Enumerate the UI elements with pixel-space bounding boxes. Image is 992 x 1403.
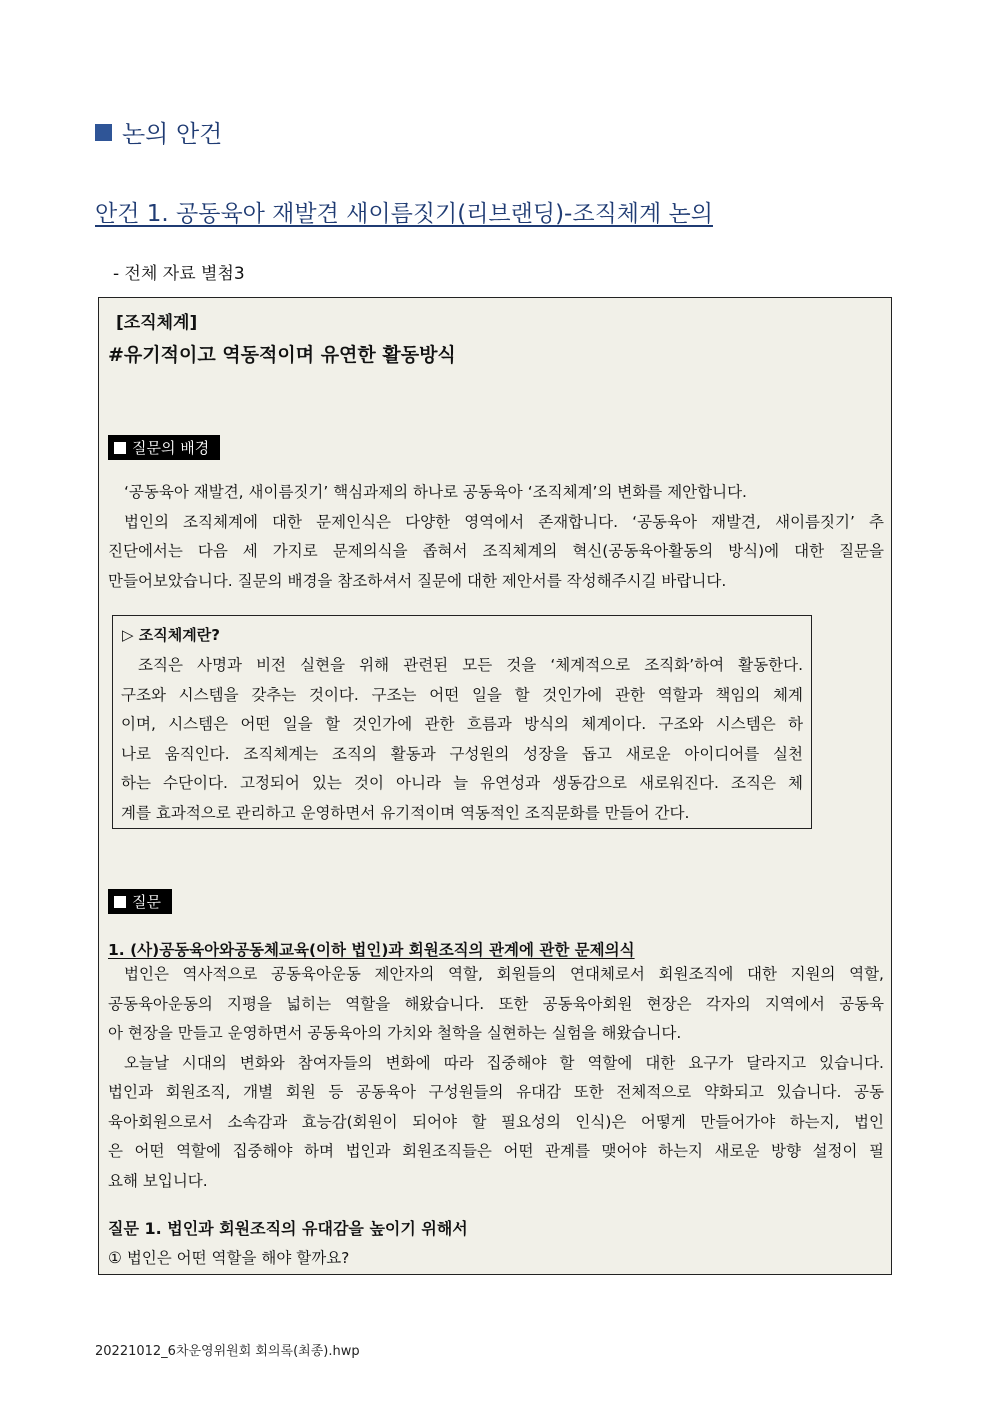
definition-title: ▷ 조직체계란? (122, 626, 220, 644)
square-bullet-icon (95, 124, 112, 141)
section-header-text: 논의 안건 (122, 120, 223, 148)
background-tag (108, 435, 220, 460)
question-1-line: 아 현장을 만들고 운영하면서 공동육아의 가치와 철학을 실현하는 실험을 해왔습니다. (108, 1024, 682, 1042)
box-tagline: #유기적이고 역동적이며 유연한 활동방식 (108, 344, 456, 366)
square-bullet-icon (114, 896, 126, 908)
background-tag-text: 질문의 배경 (132, 439, 210, 457)
file-name-footer: 20221012_6차운영위원회 회의록(최종).hwp (95, 1344, 360, 1359)
question-1-line: 공동육아운동의 지평을 넓히는 역할을 해왔습니다. 또한 공동육아회원 현장은 각자의 지역에서 공동육 (108, 994, 884, 1013)
question-1-subheading: 질문 1. 법인과 회원조직의 유대감을 높이기 위해서 (108, 1219, 468, 1238)
definition-line: 하는 수단이다. 고정되어 있는 것이 아니라 늘 유연성과 생동감으로 새로워진다. 조직은 체 (121, 774, 803, 792)
question-1-line: 육아회원으로서 소속감과 효능감(회원이 되어야 할 필요성의 인식)은 어떻게 만들어가야 하는지, 법인 (108, 1112, 884, 1131)
question-1-line: 요해 보입니다. (108, 1171, 208, 1190)
box-label: [조직체계] (116, 313, 198, 333)
definition-box (112, 615, 812, 829)
background-paragraph (108, 478, 884, 596)
question-1-heading: 1. (사)공동육아와공동체교육(이하 법인)과 회원조직의 관계에 관한 문제의식 (108, 941, 635, 959)
background-line: 만들어보았습니다. 질문의 배경을 참조하셔서 질문에 대한 제안서를 작성해주시길 바랍니다. (108, 571, 727, 590)
background-line: ‘공동육아 재발견, 새이름짓기’ 핵심과제의 하나로 공동육아 ‘조직체계’의 변화를 제안합니다. (124, 483, 747, 501)
question-1-line: 오늘날 시대의 변화와 참여자들의 변화에 따라 집중해야 할 역할에 대한 요구가 달라지고 있습니다. (124, 1053, 884, 1072)
definition-paragraph (121, 651, 803, 828)
question-1-line: 법인은 역사적으로 공동육아운동 제안자의 역할, 회원들의 연대체로서 회원조직에 대한 지원의 역할, (124, 965, 884, 983)
definition-line: 이며, 시스템은 어떤 일을 할 것인가에 관한 흐름과 방식의 체계이다. 구조와 시스템은 하 (121, 715, 803, 733)
definition-line: 구조와 시스템을 갖추는 것이다. 구조는 어떤 일을 할 것인가에 관한 역할과 책임의 체계 (121, 685, 803, 704)
square-bullet-icon (114, 442, 126, 454)
background-line: 진단에서는 다음 세 가지로 문제의식을 좁혀서 조직체계의 혁신(공동육아활동의 방식)에 대한 질문을 (108, 542, 884, 560)
definition-line: 나로 움직인다. 조직체계는 조직의 활동과 구성원의 성장을 돕고 새로운 아이디어를 실천 (121, 744, 803, 763)
organization-system-box (98, 297, 892, 1275)
question-1-line: 법인과 회원조직, 개별 회원 등 공동육아 구성원들의 유대감 또한 전체적으로 약화되고 있습니다. 공동 (108, 1083, 884, 1101)
question-1-item: ① 법인은 어떤 역할을 해야 할까요? (108, 1249, 350, 1267)
question-1-paragraph (108, 960, 884, 1196)
attachment-note: - 전체 자료 별첨3 (113, 264, 245, 284)
definition-line: 조직은 사명과 비전 실현을 위해 관련된 모든 것을 ‘체계적으로 조직화’하여 활동한다. (138, 656, 803, 674)
section-header (95, 114, 222, 149)
agenda-title: 안건 1. 공동육아 재발견 새이름짓기(리브랜딩)-조직체계 논의 (95, 201, 713, 227)
background-line: 법인의 조직체계에 대한 문제인식은 다양한 영역에서 존재합니다. ‘공동육아 재발견, 새이름짓기’ 추 (124, 512, 884, 531)
question-tag-text: 질문 (132, 893, 161, 911)
question-tag (108, 889, 172, 914)
definition-line: 계를 효과적으로 관리하고 운영하면서 유기적이며 역동적인 조직문화를 만들어 간다. (121, 803, 690, 822)
question-1-line: 은 어떤 역할에 집중해야 하며 법인과 회원조직들은 어떤 관계를 맺어야 하는지 새로운 방향 설정이 필 (108, 1142, 884, 1160)
